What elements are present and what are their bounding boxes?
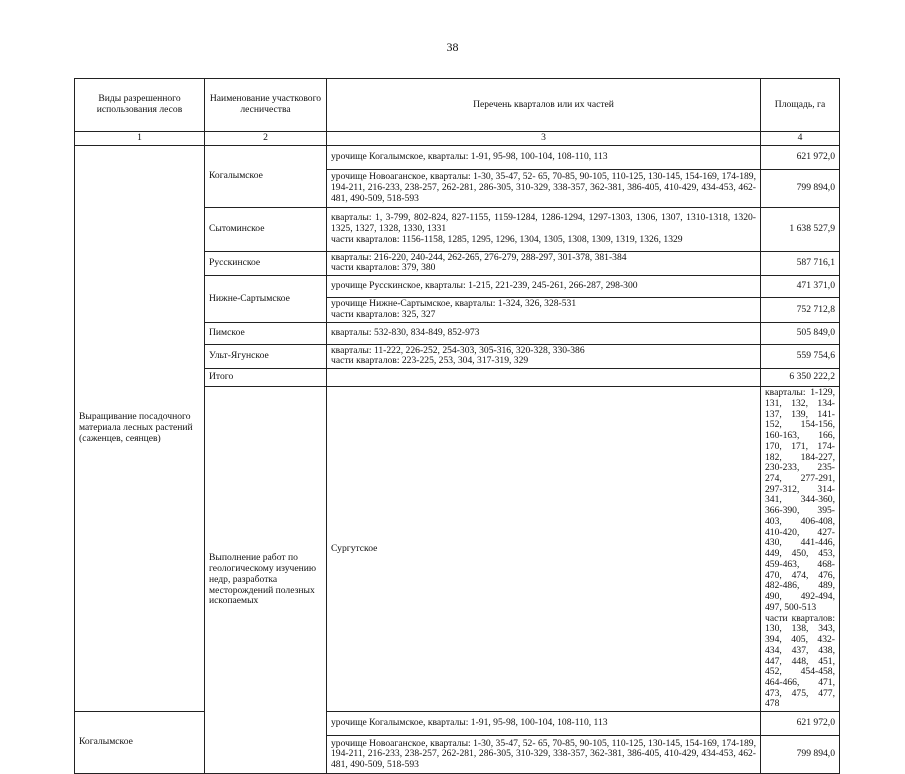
partial-quarters-line: части кварталов: 1156-1158, 1285, 1295, 1296, 1304, 1305, 1308, 1309, 1319, 1326, 1329: [331, 233, 683, 245]
quarters-line: кварталы: 1, 3-799, 802-824, 827-1155, 1159-1284, 1286-1294, 1297-1303, 1306, 1307, 1310-1318, 1320-1325, 1327, 1328, 1330, 1331: [331, 212, 756, 234]
partial-quarters-line: части кварталов: 379, 380: [331, 262, 436, 274]
forestry-name-cell: Нижне-Сартымское: [205, 276, 327, 322]
forest-use-table: [74, 78, 840, 774]
quarters-cell: урочище Новоаганское, кварталы: 1-30, 35-47, 52- 65, 70-85, 90-105, 110-125, 130-145, 154-169, 174-189, 194-211, 216-233, 238-257, 262-281, 286-305, 310-329, 338-357, 362-381, 386-405, 410-429, 434-453, 462-481, 490-509, 518-593: [327, 169, 761, 207]
forestry-name-cell: Русскинское: [205, 251, 327, 275]
page-number: 38: [446, 40, 459, 54]
forestry-name-cell: Сургутское: [327, 387, 761, 712]
quarters-cell: [327, 207, 761, 251]
forestry-name-cell: Сытоминское: [205, 207, 327, 251]
table-header-row: [75, 79, 840, 132]
column-number: 4: [761, 132, 840, 146]
table-row: [75, 145, 840, 169]
empty-cell: [327, 369, 761, 387]
column-number: 2: [205, 132, 327, 146]
area-cell: 559 754,6: [761, 344, 840, 368]
header-forestry-name: Наименование участкового лесничества: [205, 79, 327, 132]
quarters-cell: урочище Новоаганское, кварталы: 1-30, 35-47, 52- 65, 70-85, 90-105, 110-125, 130-145, 154-169, 174-189, 194-211, 216-233, 238-257, 262-281, 286-305, 310-329, 338-357, 362-381, 386-405, 410-429, 434-453, 462-481, 490-509, 518-593: [327, 736, 761, 774]
partial-quarters-line: части кварталов: 325, 327: [331, 308, 436, 320]
area-cell: 621 972,0: [761, 712, 840, 736]
quarters-cell: [327, 344, 761, 368]
area-cell: 1 638 527,9: [761, 207, 840, 251]
column-number-row: [75, 132, 840, 146]
partial-quarters-line: части кварталов: 223-225, 253, 304, 317-319, 329: [331, 355, 529, 367]
column-number: 3: [327, 132, 761, 146]
area-cell: 621 972,0: [761, 145, 840, 169]
quarters-line: кварталы: 216-220, 240-244, 262-265, 276-279, 288-297, 301-378, 381-384: [331, 251, 627, 263]
quarters-line: урочище Нижне-Сартымское, кварталы: 1-324, 326, 328-531: [331, 298, 577, 310]
quarters-cell: кварталы: 532-830, 834-849, 852-973: [327, 322, 761, 344]
area-cell: 799 894,0: [761, 169, 840, 207]
quarters-cell: [327, 251, 761, 275]
header-use-type: Виды разрешенного использования лесов: [75, 79, 205, 132]
quarters-cell: [327, 298, 761, 322]
partial-quarters-line: части кварталов: 130, 138, 343, 394, 405, 432-434, 437, 438, 447, 448, 451, 452, 454-458, 464-466, 471, 473, 475, 477, 478: [765, 612, 835, 710]
quarters-line: кварталы: 11-222, 226-252, 254-303, 305-316, 320-328, 330-386: [331, 344, 585, 356]
header-quarters-list: Перечень кварталов или их частей: [327, 79, 761, 132]
forestry-name-cell: Когалымское: [205, 145, 327, 207]
use-type-cell: Выращивание посадочного материала лесных растений (саженцев, сеянцев): [75, 145, 205, 711]
column-number: 1: [75, 132, 205, 146]
quarters-line: кварталы: 1-129, 131, 132, 134-137, 139, 141-152, 154-156, 160-163, 166, 170, 171, 174-182, 184-227, 230-233, 235-274, 277-291, 297-312, 314-341, 344-360, 366-390, 395-403, 406-408, 410-420, 427-430, 441-446, 449, 450, 453, 459-463, 468-470, 474, 476, 482-486, 489, 490, 492-494, 497, 500-513: [765, 387, 835, 613]
area-cell: 799 894,0: [761, 736, 840, 774]
forestry-name-cell: Пимское: [205, 322, 327, 344]
area-cell: 752 712,8: [761, 298, 840, 322]
quarters-cell: урочище Когалымское, кварталы: 1-91, 95-98, 100-104, 108-110, 113: [327, 712, 761, 736]
table-row: [75, 712, 840, 736]
use-type-cell: Выполнение работ по геологическому изучению недр, разработка месторождений полезных ископаемых: [205, 387, 327, 774]
forestry-name-cell: Ульт-Ягунское: [205, 344, 327, 368]
total-area: 6 350 222,2: [761, 369, 840, 387]
area-cell: 587 716,1: [761, 251, 840, 275]
total-label: Итого: [205, 369, 327, 387]
area-cell: 471 371,0: [761, 276, 840, 298]
quarters-cell: урочище Русскинское, кварталы: 1-215, 221-239, 245-261, 266-287, 298-300: [327, 276, 761, 298]
header-area: Площадь, га: [761, 79, 840, 132]
forestry-name-cell: Когалымское: [75, 712, 205, 774]
area-cell: 505 849,0: [761, 322, 840, 344]
quarters-cell: урочище Когалымское, кварталы: 1-91, 95-98, 100-104, 108-110, 113: [327, 145, 761, 169]
quarters-cell: [761, 387, 840, 712]
